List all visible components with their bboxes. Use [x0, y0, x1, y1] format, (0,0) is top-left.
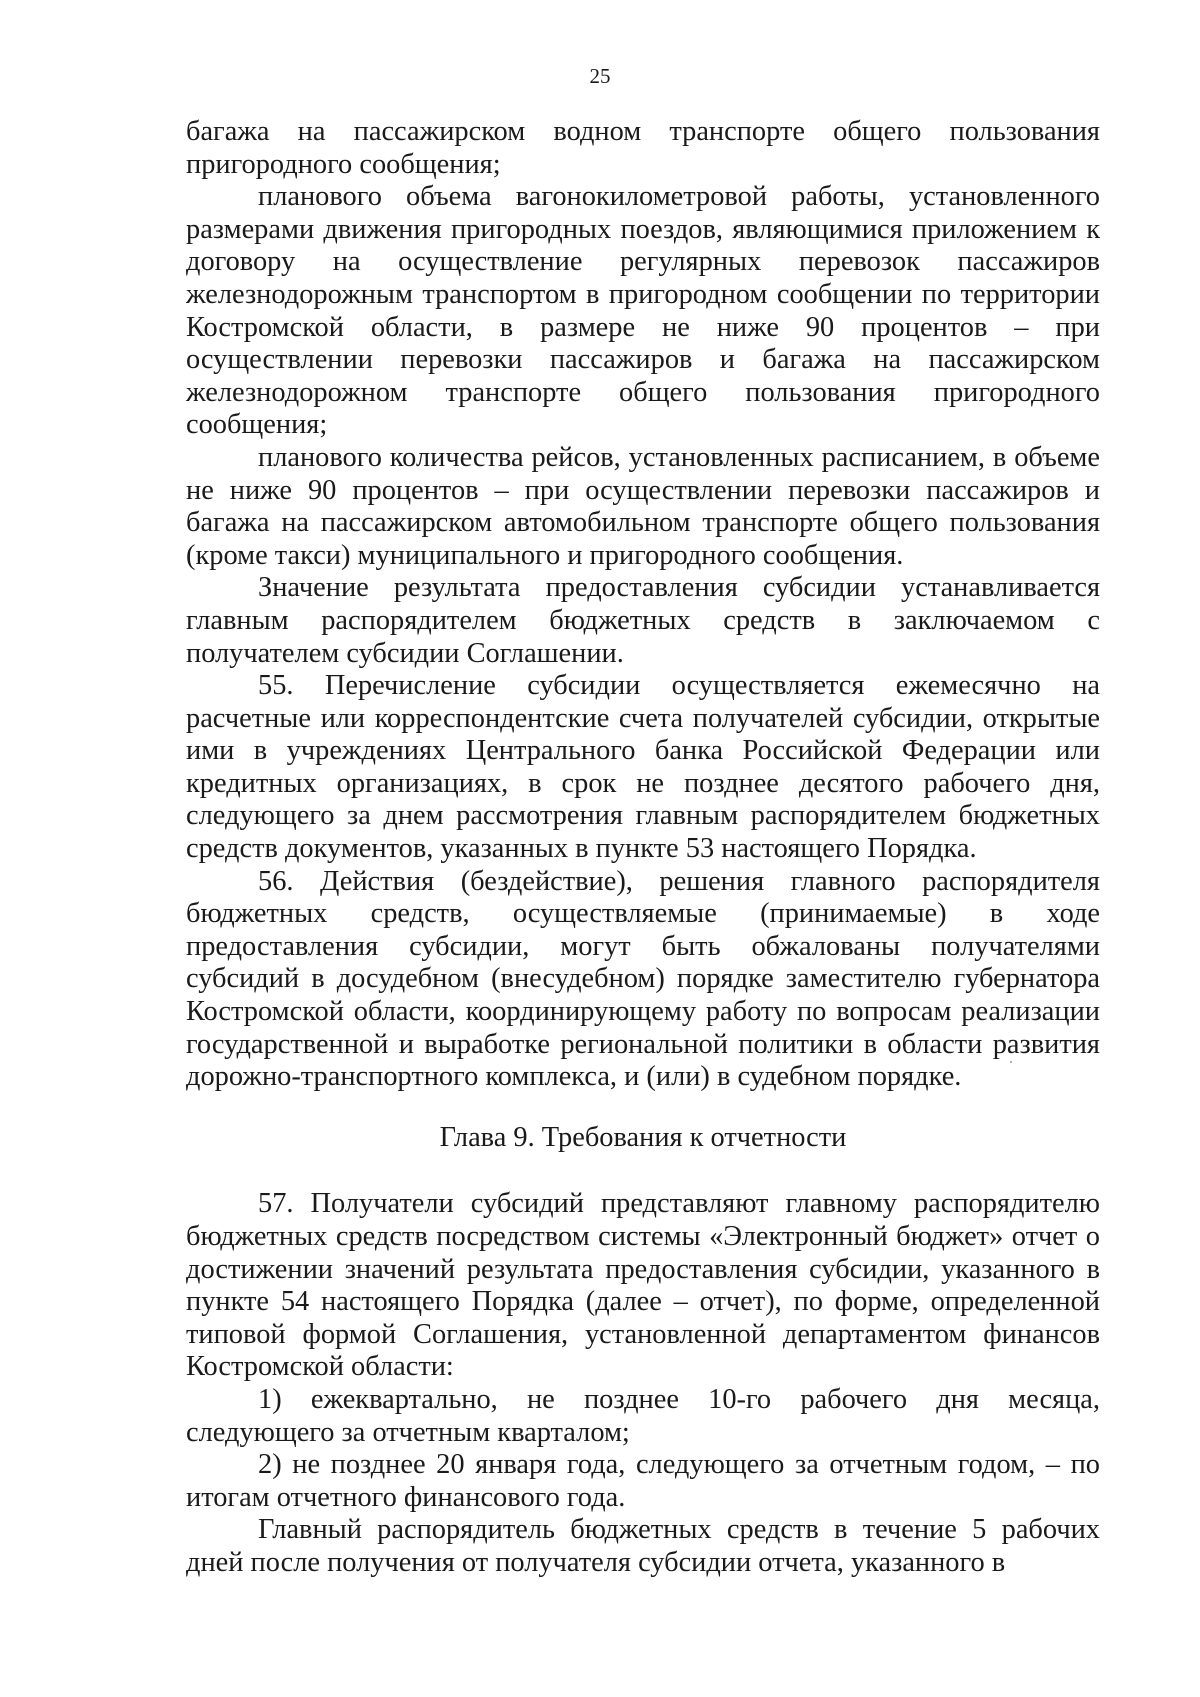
list-item: 1) ежеквартально, не позднее 10-го рабочего дня месяца, следующего за отчетным кварталом; [186, 1383, 1100, 1448]
paragraph-clause-56: 56. Действия (бездействие), решения главного распорядителя бюджетных средств, осуществляемые (принимаемые) в ходе предоставления субсидии, могут быть обжалованы получателями субсидий в досудебном (внесудебном) порядке заместителю губернатора Костромской области, координирующему работу по вопросам реализации государственной и выработке региональной политики в области развития дорожно-транспортного комплекса, и (или) в судебном порядке. [186, 865, 1100, 1093]
page-number: 25 [589, 64, 611, 88]
paragraph-clause-57: 57. Получатели субсидий представляют главному распорядителю бюджетных средств посредством системы «Электронный бюджет» отчет о достижении значений результата предоставления субсидии, указанного в пункте 54 настоящего Порядка (далее – отчет), по форме, определенной типовой формой Соглашения, установленной департаментом финансов Костромской области: [186, 1188, 1100, 1383]
scan-speck [1010, 1061, 1012, 1063]
paragraph: багажа на пассажирском водном транспорте общего пользования пригородного сообщения; [186, 116, 1100, 180]
paragraph-clause-55: 55. Перечисление субсидии осуществляется ежемесячно на расчетные или корреспондентские счета получателей субсидии, открытые ими в учреждениях Центрального банка Российской Федерации или кредитных организациях, в срок не позднее десятого рабочего дня, следующего за днем рассмотрения главным распорядителем бюджетных средств документов, указанных в пункте 53 настоящего Порядка. [186, 670, 1100, 865]
chapter-heading: Глава 9. Требования к отчетности [439, 1121, 847, 1153]
paragraph: Значение результата предоставления субсидии устанавливается главным распорядителем бюджетных средств в заключаемом с получателем субсидии Соглашении. [186, 572, 1100, 669]
paragraph: планового количества рейсов, установленных расписанием, в объеме не ниже 90 процентов – при осуществлении перевозки пассажиров и багажа на пассажирском автомобильном транспорте общего пользования (кроме такси) муниципального и пригородного сообщения. [186, 441, 1100, 571]
paragraph: планового объема вагонокилометровой работы, установленного размерами движения пригородных поездов, являющимися приложением к договору на осуществление регулярных перевозок пассажиров железнодорожным транспортом в пригородном сообщении по территории Костромской области, в размере не ниже 90 процентов – при осуществлении перевозки пассажиров и багажа на пассажирском железнодорожном транспорте общего пользования пригородного сообщения; [186, 181, 1100, 441]
list-item: 2) не позднее 20 января года, следующего за отчетным годом, – по итогам отчетного финансового года. [186, 1449, 1100, 1513]
paragraph: Главный распорядитель бюджетных средств в течение 5 рабочих дней после получения от получателя субсидии отчета, указанного в [186, 1514, 1100, 1578]
document-body [186, 116, 1100, 1580]
